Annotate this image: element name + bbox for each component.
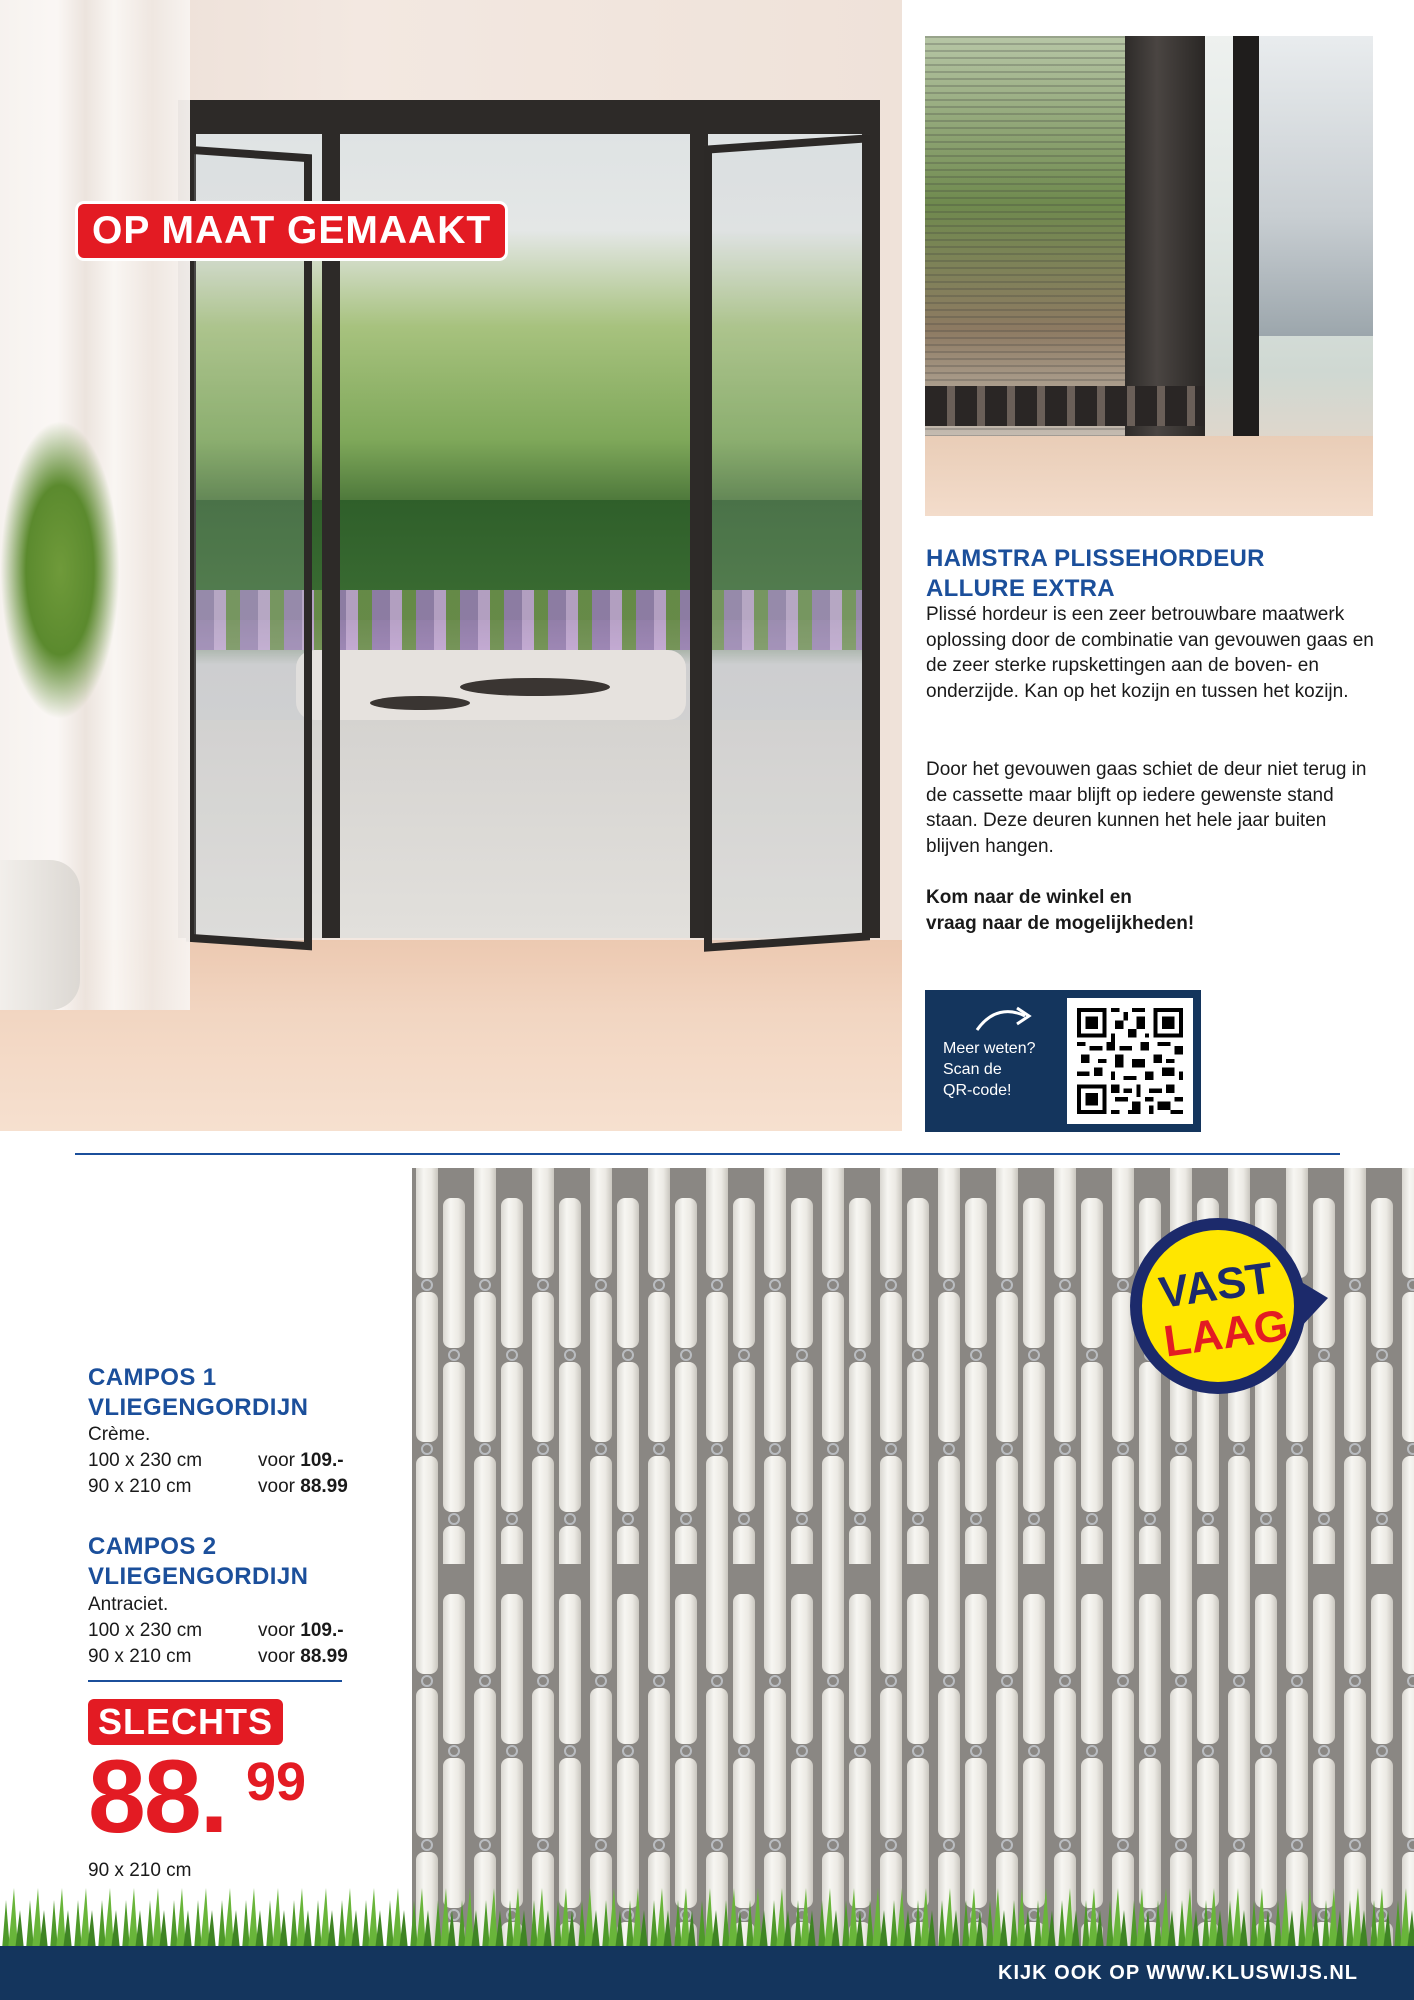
campos2-title	[88, 1532, 308, 1592]
campos1-size: 90 x 210 cm	[88, 1476, 192, 1497]
section-divider	[75, 1153, 1340, 1155]
qr-text-line3: QR-code!	[943, 1082, 1012, 1099]
campos2-price	[258, 1618, 344, 1643]
plissehordeur-title-line2: ALLURE EXTRA	[926, 575, 1115, 602]
grass-decoration	[0, 1870, 1414, 1950]
laag-text: LAAG	[1160, 1300, 1292, 1367]
price-value: 109.-	[300, 1620, 344, 1641]
campos2-color: Antraciet.	[88, 1594, 169, 1615]
qr-block[interactable]	[925, 990, 1201, 1132]
qr-text-line1: Meer weten?	[943, 1040, 1036, 1057]
op-maat-badge: OP MAAT GEMAAKT	[78, 204, 505, 258]
qr-text-line2: Scan de	[943, 1061, 1002, 1078]
campos2-title-line2: VLIEGENGORDIJN	[88, 1563, 309, 1590]
price-prefix: voor	[258, 1450, 295, 1471]
vast-laag-badge-icon	[1122, 1208, 1330, 1400]
vast-text: VAST	[1156, 1253, 1276, 1318]
campos2-title-line1: CAMPOS 2	[88, 1533, 217, 1560]
campos1-price	[258, 1474, 348, 1499]
campos2-price	[258, 1644, 348, 1669]
detail-photo-pleated-screen	[925, 36, 1373, 516]
campos2-size: 100 x 230 cm	[88, 1620, 203, 1641]
campos1-color: Crème.	[88, 1424, 151, 1445]
campos2-size: 90 x 210 cm	[88, 1646, 192, 1667]
plissehordeur-description-2: Door het gevouwen gaas schiet de deur niet terug in de cassette maar blijft op iedere gewenste stand staan. Deze deuren kunnen het hele jaar buiten blijven hangen.	[926, 759, 1367, 857]
campos1-title	[88, 1363, 308, 1423]
price-prefix: voor	[258, 1620, 295, 1641]
campos1-title-line2: VLIEGENGORDIJN	[88, 1394, 309, 1421]
plissehordeur-cta	[926, 885, 1376, 936]
footer-website-link[interactable]: KIJK OOK OP WWW.KLUSWIJS.NL	[998, 1962, 1358, 1984]
arrow-icon	[973, 1004, 1033, 1034]
hero-photo-patio-door	[0, 0, 902, 1131]
footer-bar	[0, 1946, 1414, 2000]
campos1-price	[258, 1448, 344, 1473]
price-value: 88.99	[300, 1646, 348, 1667]
campos1-title-line1: CAMPOS 1	[88, 1364, 217, 1391]
cta-line1: Kom naar de winkel en	[926, 887, 1132, 908]
slechts-badge: SLECHTS	[88, 1699, 283, 1745]
plissehordeur-title	[926, 544, 1366, 604]
price-prefix: voor	[258, 1646, 295, 1667]
qr-code[interactable]	[1067, 998, 1193, 1124]
offer-price-cents: 99	[246, 1752, 307, 1812]
plissehordeur-title-line1: HAMSTRA PLISSEHORDEUR	[926, 545, 1265, 572]
plissehordeur-description-1: Plissé hordeur is een zeer betrouwbare maatwerk oplossing door de combinatie van gevouwen gaas en de zeer sterke rupskettingen aan de boven- en onderzijde. Kan op het kozijn en tussen het kozijn.	[926, 604, 1374, 702]
cta-line2: vraag naar de mogelijkheden!	[926, 912, 1195, 934]
campos1-size: 100 x 230 cm	[88, 1450, 203, 1471]
price-prefix: voor	[258, 1476, 295, 1497]
qr-text	[943, 1038, 1053, 1101]
price-value: 109.-	[300, 1450, 344, 1471]
price-divider	[88, 1680, 342, 1682]
qr-code-icon	[1077, 1008, 1183, 1114]
offer-price-main: 88.	[88, 1739, 227, 1855]
price-value: 88.99	[300, 1476, 348, 1497]
